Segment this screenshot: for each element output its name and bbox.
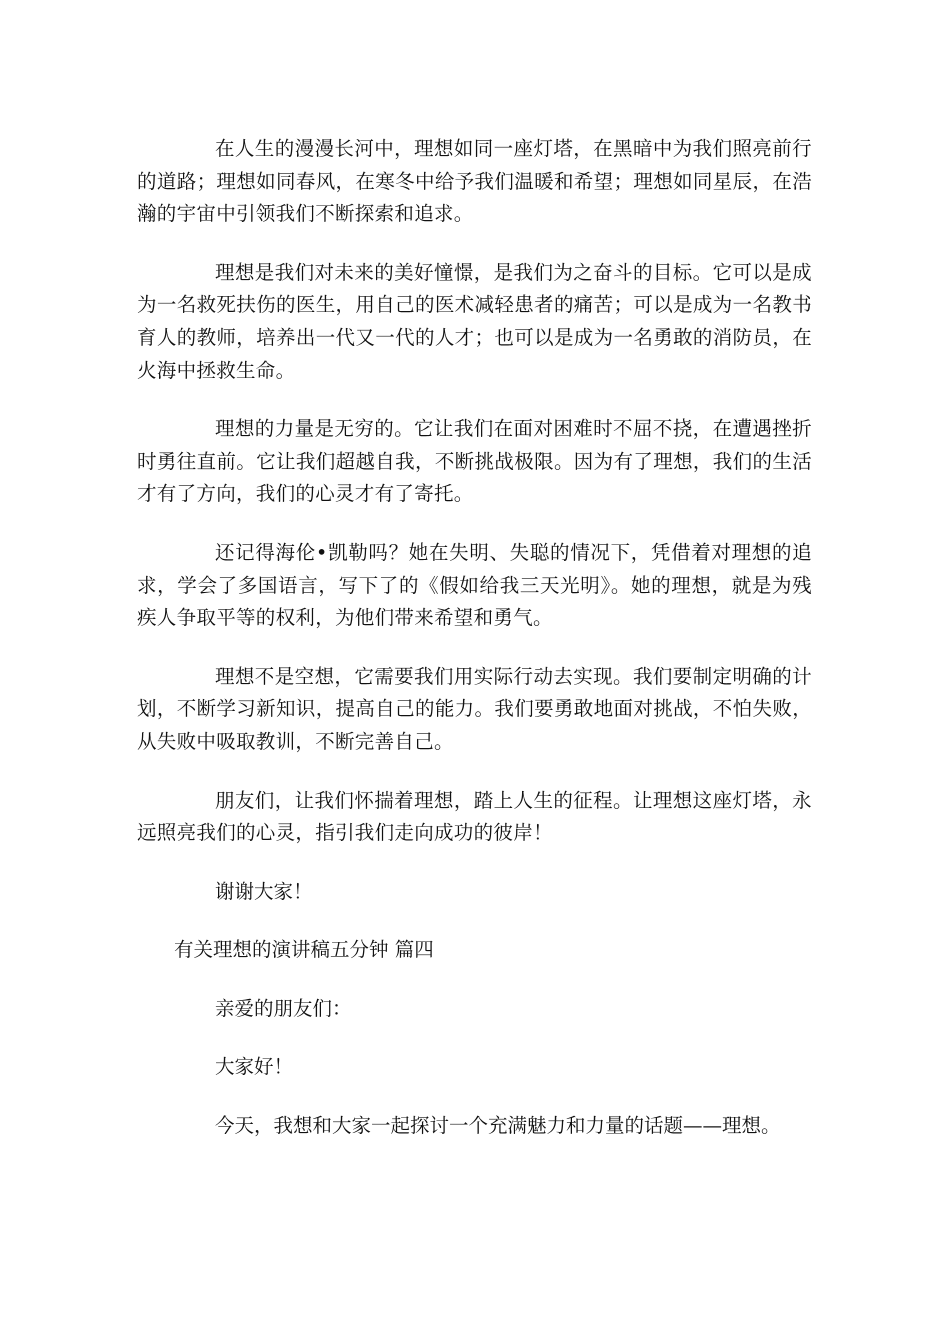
paragraph-action: 理想不是空想，它需要我们用实际行动去实现。我们要制定明确的计划，不断学习新知识，提高自己的能力。我们要勇敢地面对挑战，不怕失败，从失败中吸取教训，不断完善自己。 bbox=[137, 664, 812, 753]
document-page bbox=[137, 133, 812, 1169]
section-heading: 有关理想的演讲稿五分钟 篇四 bbox=[174, 938, 434, 962]
salutation-line: 亲爱的朋友们： bbox=[215, 996, 352, 1020]
thanks-line: 谢谢大家！ bbox=[215, 879, 313, 903]
paragraph-helen-keller: 还记得海伦•凯勒吗？她在失明、失聪的情况下，凭借着对理想的追求，学会了多国语言，写下了的《假如给我三天光明》。她的理想，就是为残疾人争取平等的权利，为他们带来希望和勇气。 bbox=[137, 540, 812, 630]
paragraph-ideal-power: 理想的力量是无穷的。它让我们在面对困难时不屈不挠，在遭遇挫折时勇往直前。它让我们超越自我，不断挑战极限。因为有了理想，我们的生活才有了方向，我们的心灵才有了寄托。 bbox=[137, 417, 812, 506]
intro-line: 今天，我想和大家一起探讨一个充满魅力和力量的话题——理想。 bbox=[215, 1114, 781, 1138]
paragraph-ideal-definition: 理想是我们对未来的美好憧憬，是我们为之奋斗的目标。它可以是成为一名救死扶伤的医生，用自己的医术减轻患者的痛苦；可以是成为一名教书育人的教师，培养出一代又一代的人才；也可以是成为一名勇敢的消防员，在火海中拯救生命。 bbox=[137, 260, 812, 382]
paragraph-closing: 朋友们，让我们怀揣着理想，踏上人生的征程。让理想这座灯塔，永远照亮我们的心灵，指引我们走向成功的彼岸！ bbox=[137, 788, 812, 845]
paragraph-lighthouse: 在人生的漫漫长河中，理想如同一座灯塔，在黑暗中为我们照亮前行的道路；理想如同春风，在寒冬中给予我们温暖和希望；理想如同星辰，在浩瀚的宇宙中引领我们不断探索和追求。 bbox=[137, 137, 812, 226]
greeting-line: 大家好！ bbox=[215, 1055, 294, 1079]
